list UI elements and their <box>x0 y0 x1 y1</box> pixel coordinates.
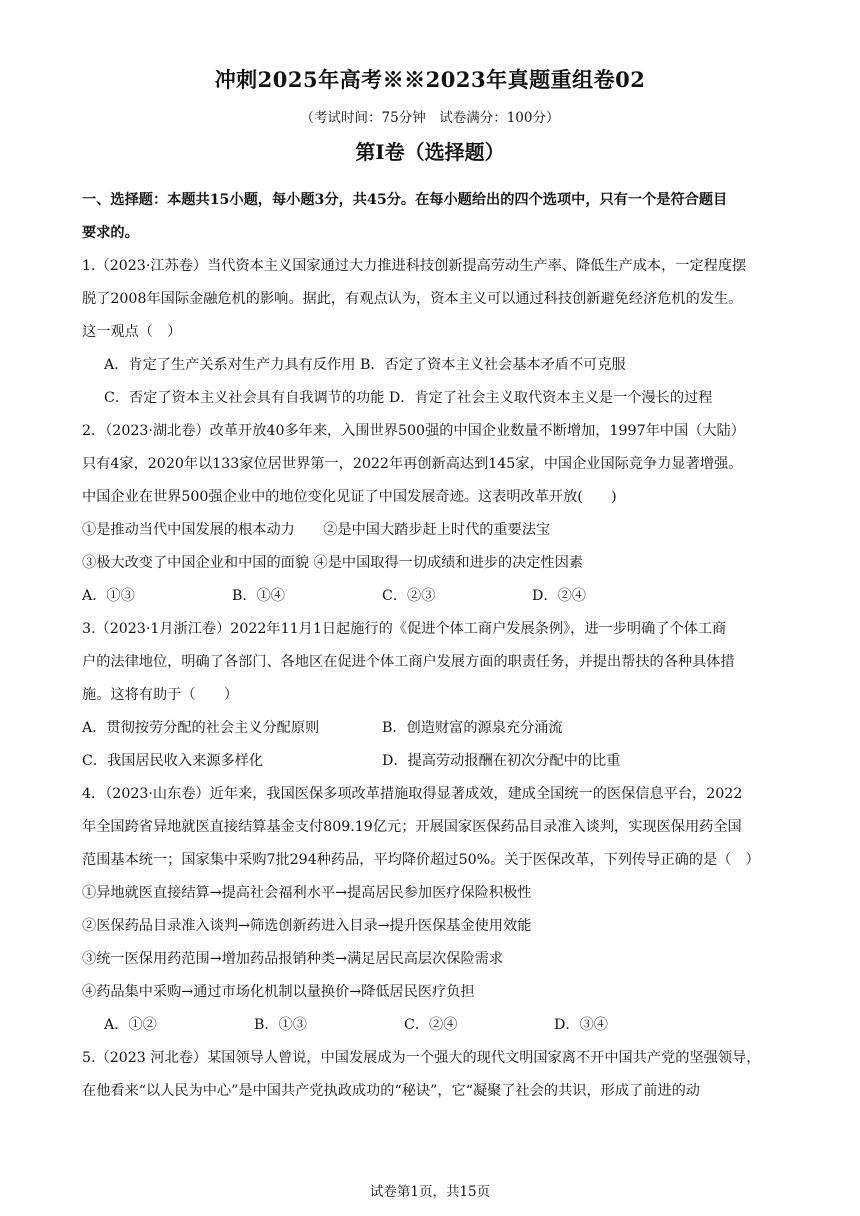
q5-stem: 在他看来“以人民为中心”是中国共产党执政成功的“秘诀”，它“凝聚了社会的共识，形成了前进的动 <box>82 1083 700 1099</box>
section-instruction-cont: 要求的。 <box>82 225 139 241</box>
q4-statement: ④药品集中采购→通过市场化机制以量换价→降低居民医疗负担 <box>82 984 475 1000</box>
q1-options-cd: C．否定了资本主义社会具有自我调节的功能 D．肯定了社会主义取代资本主义是一个漫长的过程 <box>104 390 713 406</box>
q4-statement: ②医保药品目录准入谈判→筛选创新药进入目录→提升医保基金使用效能 <box>82 918 532 934</box>
q1-options-ab: A．肯定了生产关系对生产力具有反作用 B．否定了资本主义社会基本矛盾不可克服 <box>104 357 626 373</box>
option-a: A．贯彻按劳分配的社会主义分配原则 <box>82 720 320 736</box>
q3-options-cd <box>82 745 782 778</box>
exam-title: 冲刺2025年高考※※2023年真题重组卷02 <box>214 67 646 92</box>
option-a: A．①② <box>104 1017 157 1033</box>
q4-stem: 范围基本统一；国家集中采购7批294种药品，平均降价超过50%。关于医保改革，下列传导正确的是（ ） <box>82 852 760 868</box>
q4-options <box>82 1009 782 1042</box>
q5-stem: 5.（2023 河北卷）某国领导人曾说，中国发展成为一个强大的现代文明国家离不开中国共产党的坚强领导， <box>82 1050 761 1066</box>
option-c: C．我国居民收入来源多样化 <box>82 753 264 769</box>
q2-stem: 2．（2023·湖北卷）改革开放40多年来，入围世界500强的中国企业数量不断增加，1997年中国（大陆） <box>82 423 745 439</box>
option-a: A．①③ <box>82 588 135 604</box>
section-instruction: 一、选择题：本题共15小题，每小题3分，共45分。在每小题给出的四个选项中，只有一个是符合题目 <box>82 192 728 208</box>
option-c: C．②③ <box>382 588 436 604</box>
q3-options-ab <box>82 712 782 745</box>
option-b: B．创造财富的源泉充分涌流 <box>382 720 563 736</box>
q3-stem: 户的法律地位，明确了各部门、各地区在促进个体工商户发展方面的职责任务，并提出帮扶的各种具体措 <box>82 654 735 670</box>
q1-stem: 这一观点（ ） <box>82 324 182 340</box>
q2-statements: ①是推动当代中国发展的根本动力 ②是中国大踏步赶上时代的重要法宝 <box>82 522 551 538</box>
option-d: D．提高劳动报酬在初次分配中的比重 <box>382 753 621 769</box>
option-d: D．③④ <box>554 1017 608 1033</box>
option-b: B．①④ <box>232 588 285 604</box>
exam-content <box>82 184 782 1108</box>
option-c: C．②④ <box>404 1017 458 1033</box>
q4-statement: ③统一医保用药范围→增加药品报销种类→满足居民高层次保险需求 <box>82 951 504 967</box>
volume-heading: 第I卷（选择题） <box>355 140 505 164</box>
q4-stem: 4．（2023·山东卷）近年来，我国医保多项改革措施取得显著成效，建成全国统一的医保信息平台，2022 <box>82 786 743 802</box>
exam-subtitle: （考试时间：75分钟 试卷满分：100分） <box>300 110 560 126</box>
q2-statements: ③极大改变了中国企业和中国的面貌 ④是中国取得一切成绩和进步的决定性因素 <box>82 555 584 571</box>
page-footer: 试卷第1页，共15页 <box>369 1184 491 1200</box>
q3-stem: 3.（2023·1月浙江卷）2022年11月1日起施行的《促进个体工商户发展条例》，进一步明确了个体工商 <box>82 621 727 637</box>
q4-stem: 年全国跨省异地就医直接结算基金支付809.19亿元；开展国家医保药品目录准入谈判，实现医保用药全国 <box>82 819 742 835</box>
option-b: B．①③ <box>254 1017 307 1033</box>
q2-options <box>82 580 782 613</box>
q2-stem: 中国企业在世界500强企业中的地位变化见证了中国发展奇迹。这表明改革开放( ) <box>82 489 617 505</box>
q1-stem: 1.（2023·江苏卷）当代资本主义国家通过大力推进科技创新提高劳动生产率、降低生产成本，一定程度摆 <box>82 258 747 274</box>
q3-stem: 施。这将有助于（ ） <box>82 687 239 703</box>
q1-stem: 脱了2008年国际金融危机的影响。据此，有观点认为，资本主义可以通过科技创新避免经济危机的发生。 <box>82 291 743 307</box>
q2-stem: 只有4家，2020年以133家位居世界第一，2022年再创新高达到145家，中国企业国际竞争力显著增强。 <box>82 456 743 472</box>
option-d: D．②④ <box>532 588 586 604</box>
q4-statement: ①异地就医直接结算→提高社会福利水平→提高居民参加医疗保险积极性 <box>82 885 532 901</box>
